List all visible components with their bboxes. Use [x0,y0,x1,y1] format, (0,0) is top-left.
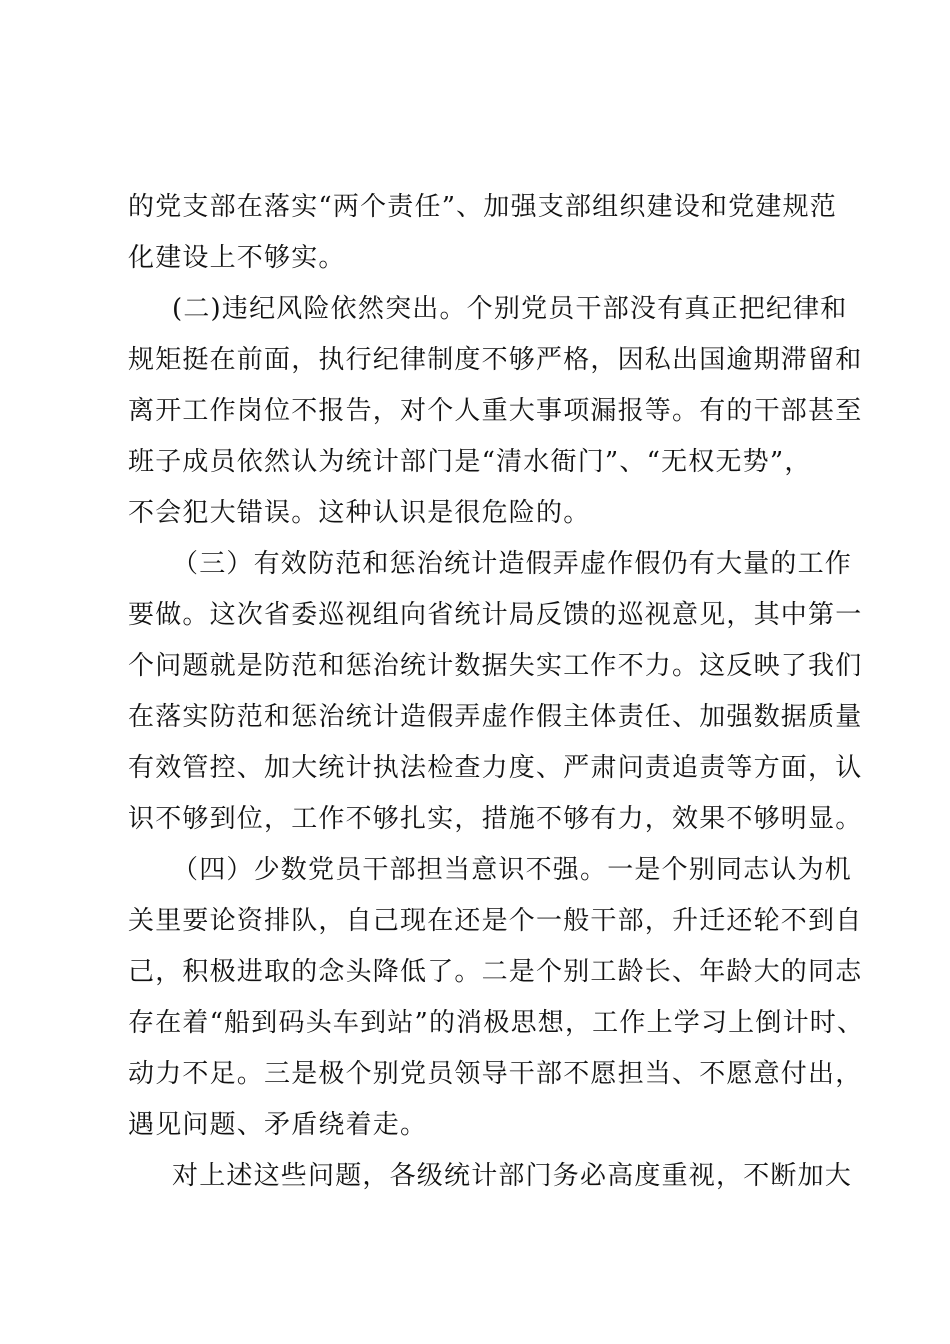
text-line: 规矩挺在前面，执行纪律制度不够严格，因私出国逾期滞留和 [128,345,863,375]
text-line: 个问题就是防范和惩治统计数据失实工作不力。这反映了我们 [128,651,863,681]
text-line: 存在着“船到码头车到站”的消极思想，工作上学习上倒计时、 [128,1008,865,1038]
paragraph-start-line: （四）少数党员干部担当意识不强。一是个别同志认为机 [172,855,853,885]
text-line: 遇见问题、矛盾绕着走。 [128,1110,428,1140]
paragraph-start-line: (二)违纪风险依然突出。个别党员干部没有真正把纪律和 [172,294,848,324]
text-line: 离开工作岗位不报告，对个人重大事项漏报等。有的干部甚至 [128,396,863,426]
paragraph-start-line: 对上述这些问题，各级统计部门务必高度重视，不断加大 [172,1161,853,1191]
paragraph-start-line: （三）有效防范和惩治统计造假弄虚作假仍有大量的工作 [172,549,853,579]
text-line: 动力不足。三是极个别党员领导干部不愿担当、不愿意付出， [128,1059,863,1089]
text-line: 己，积极进取的念头降低了。二是个别工龄长、年龄大的同志 [128,957,863,987]
text-line: 班子成员依然认为统计部门是“清水衙门”、“无权无势”， [128,447,812,477]
text-line: 关里要论资排队，自己现在还是个一般干部，升迁还轮不到自 [128,906,863,936]
text-line: 有效管控、加大统计执法检查力度、严肃问责追责等方面，认 [128,753,863,783]
text-line: 识不够到位，工作不够扎实，措施不够有力，效果不够明显。 [128,804,863,834]
text-line: 要做。这次省委巡视组向省统计局反馈的巡视意见，其中第一 [128,600,863,630]
text-line: 化建设上不够实。 [128,243,346,273]
text-line: 不会犯大错误。这种认识是很危险的。 [128,498,591,528]
text-line: 在落实防范和惩治统计造假弄虚作假主体责任、加强数据质量 [128,702,863,732]
text-line: 的党支部在落实“两个责任”、加强支部组织建设和党建规范 [128,192,837,222]
